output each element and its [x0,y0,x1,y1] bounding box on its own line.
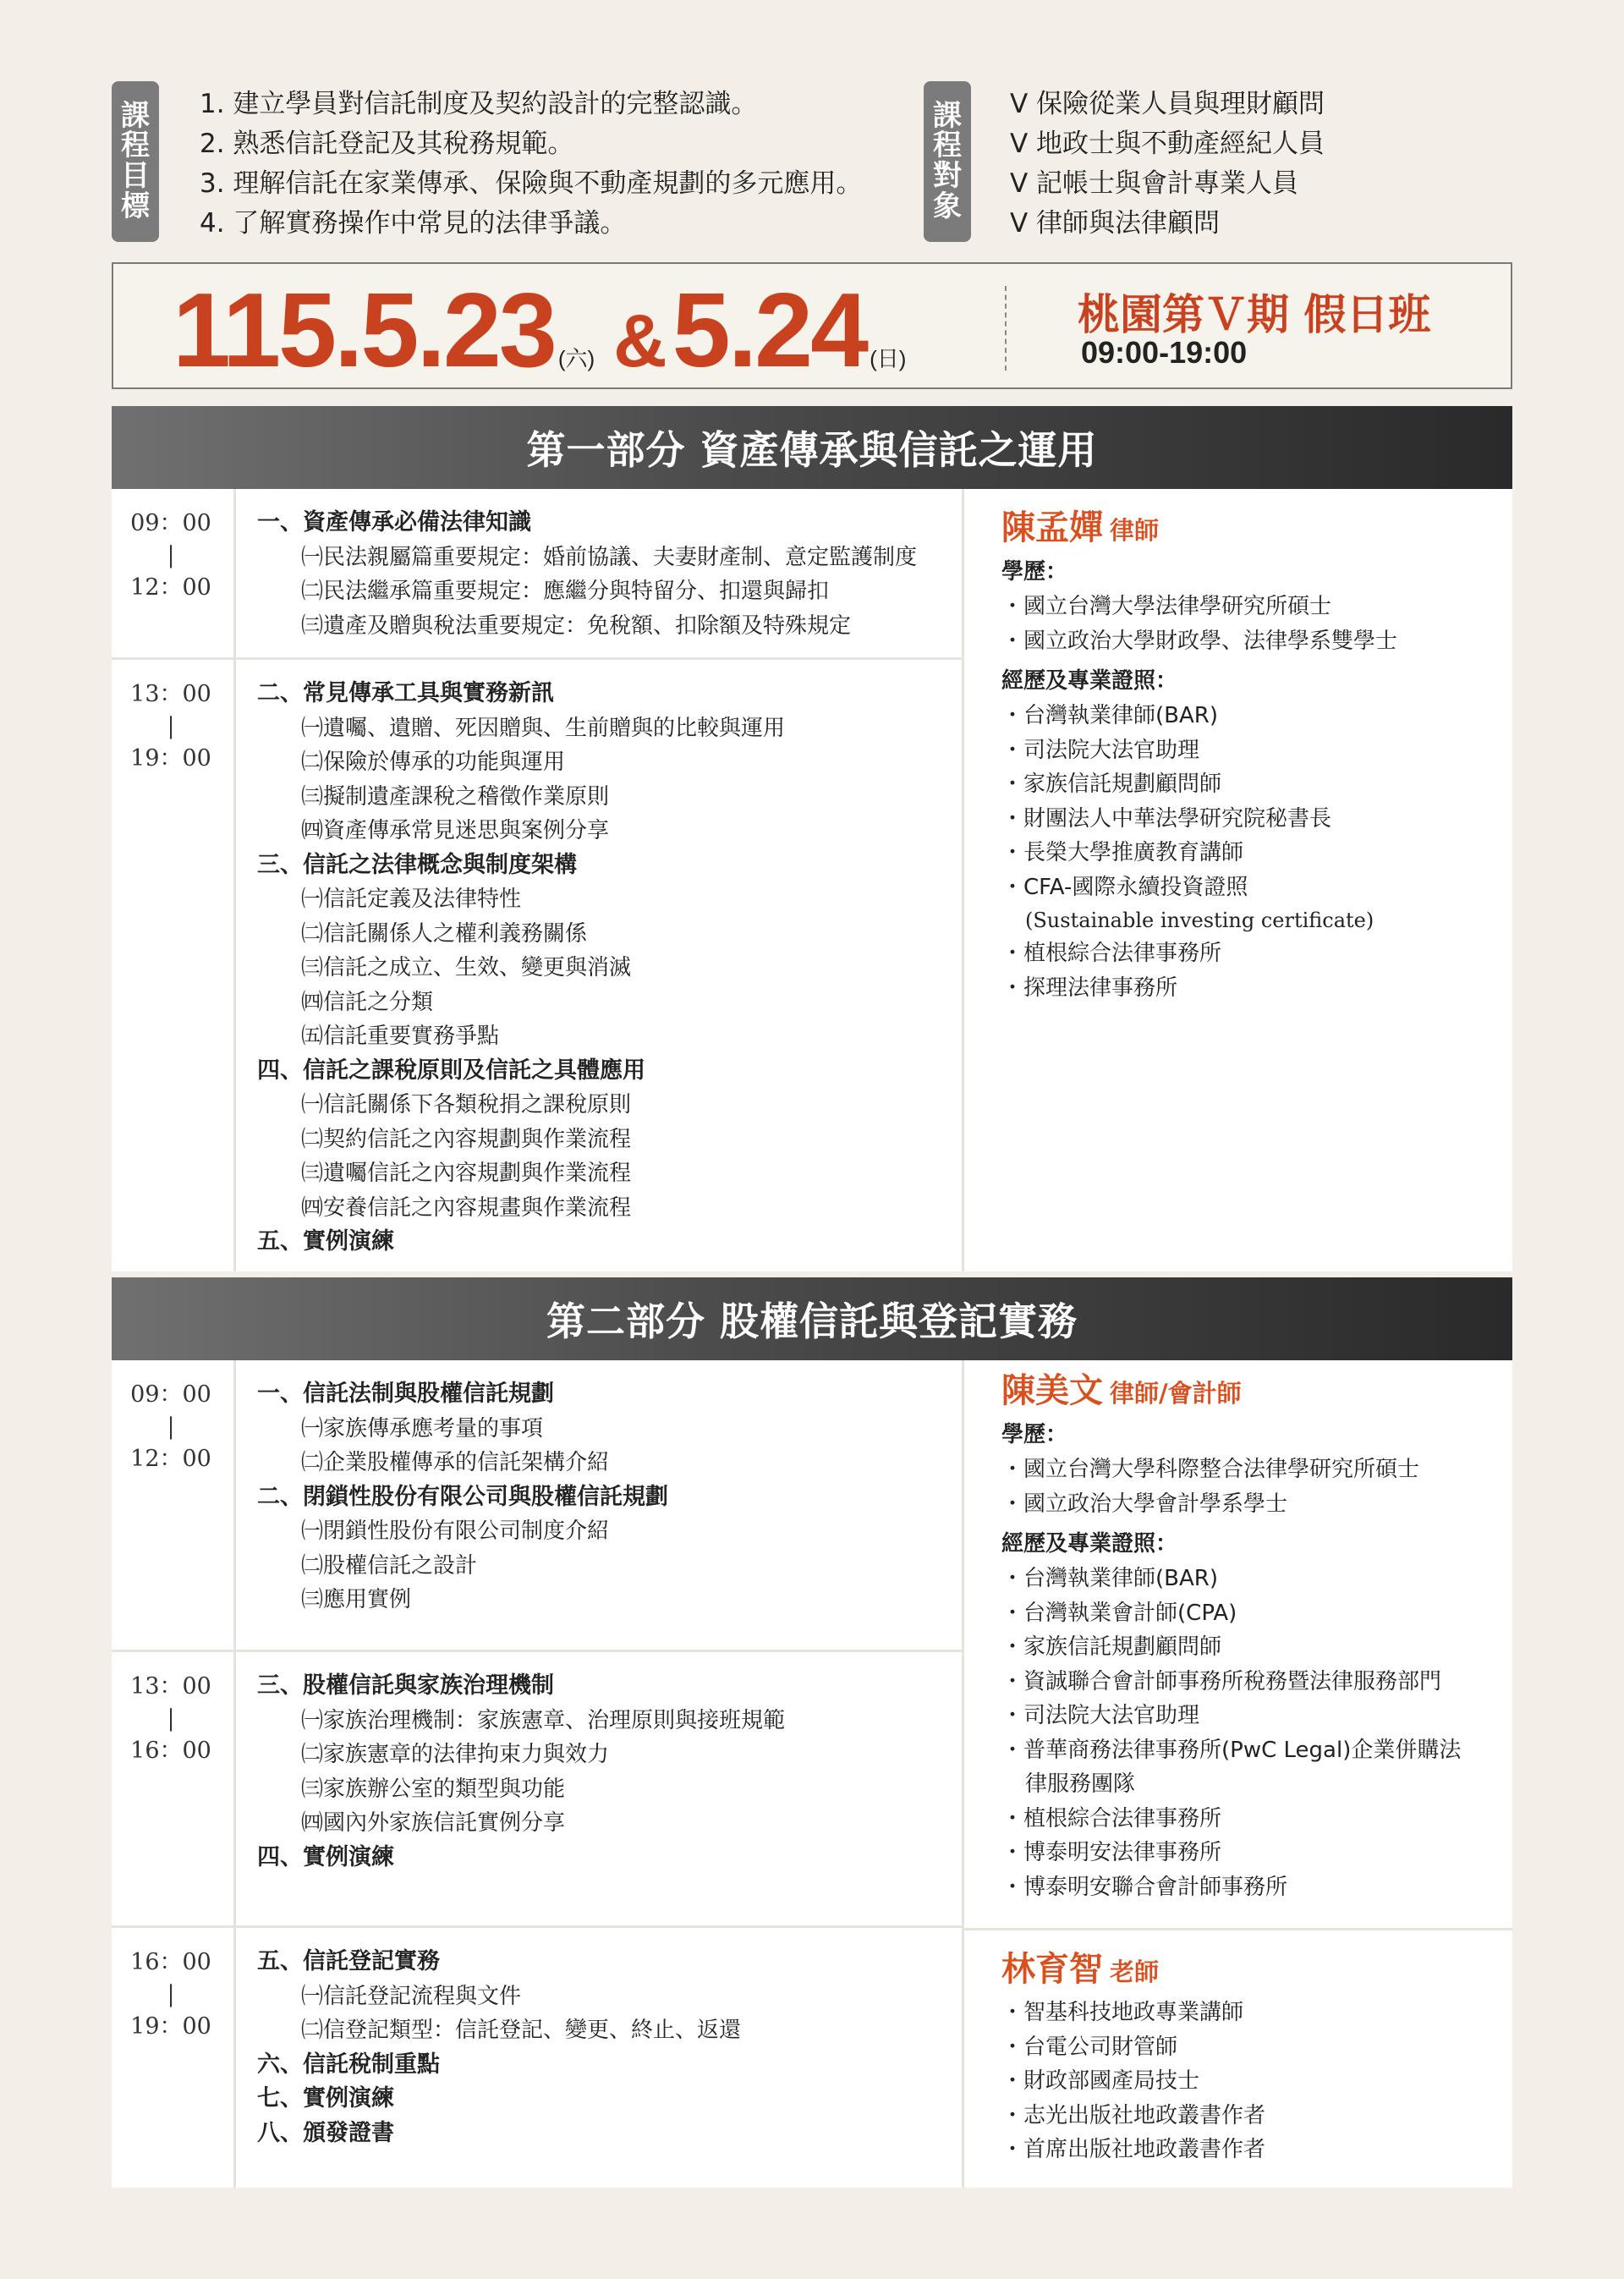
topic-subitem: ㈡家族憲章的法律拘束力與效力 [301,1742,610,1767]
experience-item: ・財政部國產局技士 [1001,2068,1200,2094]
topic-subitem: ㈢應用實例 [301,1587,412,1612]
time-start: 16：00 [130,1949,211,1975]
instructor-role: 律師 [1110,516,1160,545]
time-end: 12：00 [130,1446,211,1472]
experience-item: ・智基科技地政專業講師 [1001,2000,1244,2025]
instructor-name-line [1001,504,1397,554]
experience-item: ・財團法人中華法學研究院秘書長 [1001,805,1332,832]
part2-session-evening [112,1928,962,2188]
instructor-name: 林育智 [1001,1950,1103,1989]
audience-tag-char: 程 [933,129,962,163]
education-item: ・國立台灣大學科際整合法律學研究所碩士 [1001,1457,1420,1482]
instructor-name-line [1001,1367,1475,1417]
goal-item: 4. 了解實務操作中常見的法律爭議。 [200,208,627,239]
part1-header: 第一部分 資產傳承與信託之運用 [112,406,1512,489]
instructor-role: 老師 [1110,1958,1160,1986]
instructor-name: 陳美文 [1001,1371,1103,1410]
topic-subitem: ㈡契約信託之內容規劃與作業流程 [301,1126,632,1152]
topic-heading: 三、信託之法律概念與制度架構 [257,851,577,878]
time-separator: | [167,1705,175,1732]
time-end: 12：00 [130,574,211,601]
topic-subitem: ㈢遺產及贈與稅法重要規定：免稅額、扣除額及特殊規定 [301,612,852,639]
column-divider [233,1652,236,1925]
topic-subitem: ㈡民法繼承篇重要規定：應繼分與特留分、扣還與歸扣 [301,579,830,604]
time-separator: | [167,1414,175,1440]
experience-item: ・台灣執業會計師(CPA) [1001,1600,1237,1626]
experience-item: ・博泰明安聯合會計師事務所 [1001,1874,1288,1900]
topic-subitem: ㈠遺囑、遺贈、死因贈與、生前贈與的比較與運用 [301,715,786,741]
experience-item: ・首席出版社地政叢書作者 [1001,2137,1266,2162]
audience-tag-char: 象 [933,189,962,223]
part2-instructor-column [962,1360,1512,2188]
session-time [112,1947,230,2043]
experience-item: ・普華商務法律事務所(PwC Legal)企業併購法律服務團隊 [1001,1737,1462,1797]
session-content [257,1945,741,2150]
part2-session-morning [112,1360,962,1652]
audience-item: V 地政士與不動產經紀人員 [1010,129,1325,159]
time-start: 13：00 [130,681,211,707]
goal-item: 1. 建立學員對信託制度及契約設計的完整認識。 [200,89,758,119]
session-content [257,506,917,643]
goals-tag-char: 目 [121,159,150,193]
goals-tag-char: 程 [121,129,150,163]
topic-heading: 二、閉鎖性股份有限公司與股權信託規劃 [257,1483,668,1510]
column-divider [233,1928,236,2188]
instructor-profile [1001,1367,1475,1904]
audience-item: V 律師與法律顧問 [1010,208,1221,239]
time-separator: | [167,542,175,568]
goals-tag [112,81,159,242]
audience-item: V 記帳士與會計專業人員 [1010,168,1299,199]
experience-label: 經歷及專業證照： [1001,1531,1178,1557]
part2-header: 第二部分 股權信託與登記實務 [112,1277,1512,1360]
day-first: (六) [557,346,595,371]
part1-session-afternoon [112,660,962,1271]
session-time [112,678,230,775]
goals-tag-char: 標 [121,189,150,223]
time-start: 13：00 [130,1673,211,1700]
column-divider [233,1360,236,1650]
audience-tag-char: 課 [933,98,962,133]
topic-subitem: ㈠信託關係下各類稅捐之課稅原則 [301,1092,632,1118]
topic-heading: 五、信託登記實務 [257,1948,440,1974]
instructor-profile [1001,504,1397,1005]
topic-subitem: ㈡保險於傳承的功能與運用 [301,750,566,775]
time-end: 19：00 [130,745,211,772]
topic-heading: 五、實例演練 [257,1228,394,1255]
education-item: ・國立政治大學會計學系學士 [1001,1491,1288,1517]
topic-heading: 二、常見傳承工具與實務新訊 [257,680,554,706]
instructor-name: 陳孟嬋 [1001,508,1103,547]
column-divider [233,660,236,1271]
part2-session-afternoon [112,1652,962,1928]
experience-item: ・植根綜合法律事務所 [1001,941,1222,966]
topic-subitem: ㈠家族治理機制：家族憲章、治理原則與接班規範 [301,1707,786,1733]
banner-divider [1005,286,1007,371]
experience-item: ・CFA-國際永續投資證照 [1001,874,1248,900]
experience-item: ・博泰明安法律事務所 [1001,1840,1222,1865]
session-time [112,508,230,604]
session-time [112,1671,230,1767]
topic-subitem: ㈡股權信託之設計 [301,1552,478,1579]
date-second: 5.24 [672,272,867,389]
instructor-divider [964,1928,1512,1930]
topic-heading: 三、股權信託與家族治理機制 [257,1672,554,1699]
education-item: ・國立台灣大學法律學研究所碩士 [1001,594,1332,619]
experience-item: ・探理法律事務所 [1001,975,1178,1001]
topic-subitem: ㈢信託之成立、生效、變更與消滅 [301,955,632,980]
education-label: 學歷： [1001,559,1068,585]
date-first: 115.5.23 [173,272,555,389]
topic-subitem: ㈢擬制遺產課稅之稽徵作業原則 [301,783,610,810]
audience-tag [924,81,971,242]
topic-subitem: ㈣國內外家族信託實例分享 [301,1810,566,1836]
time-end: 16：00 [130,1738,211,1764]
experience-subnote: (Sustainable investing certificate) [1025,909,1374,932]
topic-subitem: ㈠家族傳承應考量的事項 [301,1415,544,1442]
topic-heading: 七、實例演練 [257,2085,394,2112]
goal-item: 2. 熟悉信託登記及其稅務規範。 [200,129,574,159]
experience-item: ・家族信託規劃顧問師 [1001,772,1222,797]
part2-panel [112,1360,1512,2188]
topic-subitem: ㈠民法親屬篇重要規定：婚前協議、夫妻財產制、意定監護制度 [301,544,918,570]
topic-subitem: ㈠信託登記流程與文件 [301,1983,522,2009]
column-divider [233,489,236,657]
session-time [112,1379,230,1475]
topic-subitem: ㈠信託定義及法律特性 [301,887,522,912]
education-label: 學歷： [1001,1422,1068,1447]
topic-heading: 六、信託稅制重點 [257,2051,440,2078]
session-content [257,1377,668,1617]
instructor-profile [1001,1946,1265,2167]
topic-subitem: ㈣安養信託之內容規畫與作業流程 [301,1194,632,1221]
experience-item: ・資誠聯合會計師事務所稅務暨法律服務部門 [1001,1668,1442,1694]
audience-tag-char: 對 [933,159,962,193]
ampersand: & [613,299,667,382]
intro-section [112,81,1512,242]
experience-item: ・家族信託規劃顧問師 [1001,1634,1222,1660]
experience-item: ・台灣執業律師(BAR) [1001,703,1218,728]
experience-item: ・志光出版社地政叢書作者 [1001,2102,1266,2128]
session-content [257,1669,785,1875]
topic-subitem: ㈠閉鎖性股份有限公司制度介紹 [301,1518,610,1544]
time-separator: | [167,713,175,739]
topic-subitem: ㈣資產傳承常見迷思與案例分享 [301,818,610,843]
audience-item: V 保險從業人員與理財顧問 [1010,89,1325,119]
experience-item: ・台灣執業律師(BAR) [1001,1566,1218,1591]
experience-label: 經歷及專業證照： [1001,668,1178,694]
day-second: (日) [870,346,907,371]
goal-item: 3. 理解信託在家業傳承、保險與不動產規劃的多元應用。 [200,168,863,199]
date-banner [112,262,1512,389]
topic-heading: 一、信託法制與股權信託規劃 [257,1381,554,1407]
topic-heading: 一、資產傳承必備法律知識 [257,509,531,535]
time-start: 09：00 [130,510,211,536]
topic-heading: 四、實例演練 [257,1843,394,1870]
instructor-role: 律師/會計師 [1110,1379,1242,1408]
time-separator: | [167,1981,175,2007]
time-start: 09：00 [130,1381,211,1408]
topic-subitem: ㈡信託關係人之權利義務關係 [301,920,588,947]
time-end: 19：00 [130,2013,211,2040]
experience-item: ・司法院大法官助理 [1001,737,1200,763]
audience-list [1010,85,1325,244]
topic-heading: 四、信託之課稅原則及信託之具體應用 [257,1057,645,1084]
class-title: 桃園第Ｖ期 假日班 [1078,289,1431,339]
part1-instructor-column [962,489,1512,1271]
goals-list [200,85,862,244]
topic-heading: 八、頒發證書 [257,2119,394,2146]
topic-subitem: ㈢家族辦公室的類型與功能 [301,1776,566,1802]
topic-subitem: ㈢遺囑信託之內容規劃與作業流程 [301,1161,632,1186]
topic-subitem: ㈡信登記類型：信託登記、變更、終止、返還 [301,2018,742,2043]
experience-item: ・長榮大學推廣教育講師 [1001,840,1244,865]
topic-subitem: ㈡企業股權傳承的信託架構介紹 [301,1450,610,1475]
session-content [257,677,785,1260]
class-time: 09:00-19:00 [1081,335,1248,370]
goals-tag-char: 課 [121,98,150,133]
experience-item: ・司法院大法官助理 [1001,1703,1200,1728]
experience-item: ・植根綜合法律事務所 [1001,1805,1222,1831]
education-item: ・國立政治大學財政學、法律學系雙學士 [1001,628,1398,654]
part1-session-morning [112,489,962,660]
part1-panel [112,489,1512,1271]
course-dates [173,271,906,391]
experience-item: ・台電公司財管師 [1001,2034,1178,2060]
topic-subitem: ㈣信託之分類 [301,989,434,1015]
instructor-name-line [1001,1946,1265,1996]
topic-subitem: ㈤信託重要實務爭點 [301,1024,500,1049]
